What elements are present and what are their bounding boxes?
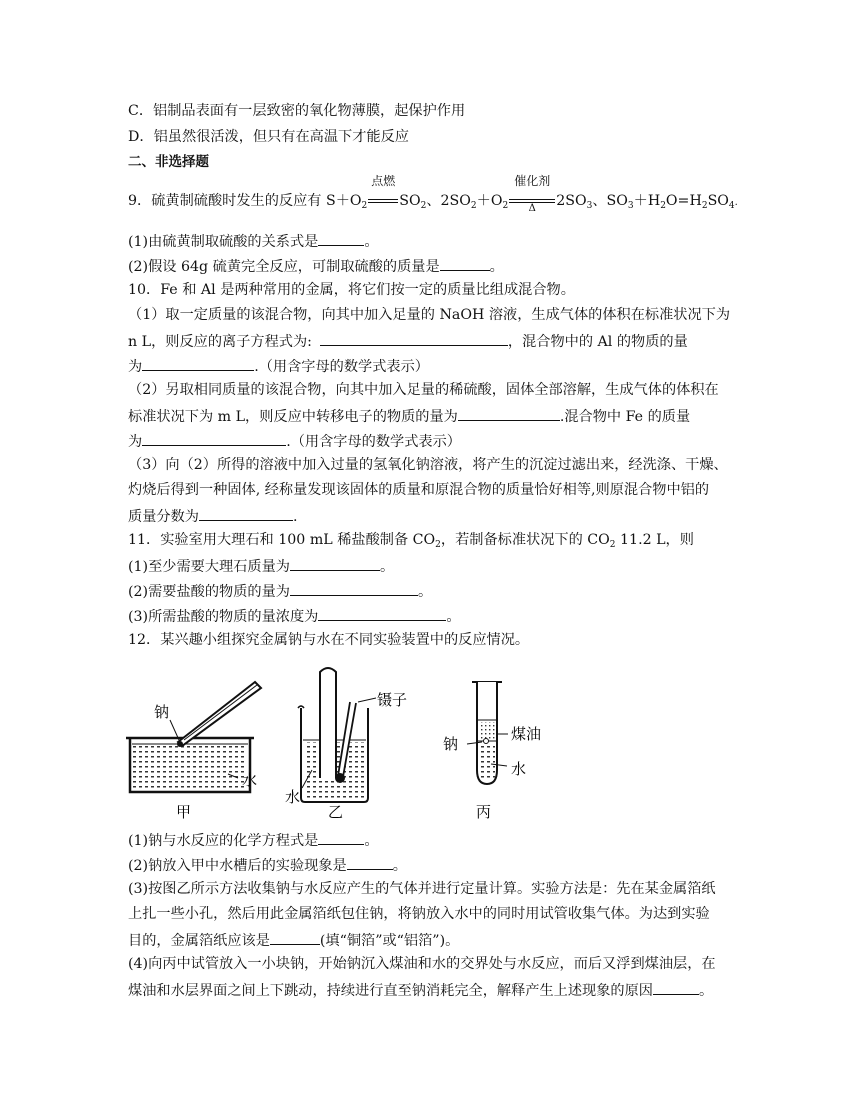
label-water: 水 [242,771,258,789]
answer-blank[interactable] [458,405,560,421]
q12-part4-line1: (4)向丙中试管放入一小块钠，开始钠沉入煤油和水的交界处与水反应，而后又浮到煤油层，在 [128,956,716,972]
label-sodium: 钠 [154,703,170,721]
q10-part2-line3: 为 .（用含字母的数学式表示） [128,430,738,452]
q10-part2-line2: 标准状况下为 m L，则反应中转移电子的物质的量为 .混合物中 Fe 的质量 [128,405,738,427]
label-kerosene: 煤油 [511,725,542,743]
caption-yi: 乙 [328,803,344,821]
q9-part2: (2)假设 64g 硫黄完全反应，可制取硫酸的质量是 。 [128,255,738,277]
option-d: D．铝虽然很活泼，但只有在高温下才能反应 [128,129,409,145]
answer-blank[interactable] [290,580,418,596]
label-water: 水 [285,788,301,806]
answer-blank[interactable] [653,979,699,995]
caption-jia: 甲 [176,803,192,821]
sodium-piece-icon [484,739,489,744]
answer-blank[interactable] [440,255,490,271]
answer-blank[interactable] [199,505,293,521]
q10-part3-line3: 质量分数为 . [128,505,738,527]
reaction-arrow-ignite: 点燃 [368,191,398,211]
q10-part3-line1: （3）向（2）所得的溶液中加入过量的氢氧化钠溶液，将产生的沉淀过滤出来，经洗涤、干燥、 [128,457,728,473]
experiment-figure [120,660,580,825]
apparatus-bing [443,682,541,821]
q10-part1-line3: 为 .（用含字母的数学式表示） [128,355,738,377]
sodium-piece-icon [177,741,183,747]
q12-part2: (2)钠放入甲中水槽后的实验现象是 。 [128,854,738,876]
q10-part2-line1: （2）另取相同质量的该混合物，向其中加入足量的稀硫酸，固体全部溶解，生成气体的体积在 [128,382,719,398]
answer-blank[interactable] [142,355,254,371]
answer-blank[interactable] [318,230,364,246]
apparatus-jia [126,682,261,821]
label-sodium: 钠 [443,735,459,753]
q12-part1: (1)钠与水反应的化学方程式是 。 [128,829,738,851]
answer-blank[interactable] [318,829,364,845]
q9-stem: 9．硫黄制硫酸时发生的反应有 $S+O_2$ 点燃 $SO_2$、$2SO_2+O_2$ 催化剂 Δ $2SO_3$、$SO_3+H_2O=H_2SO_4$. [128,174,738,214]
section-title: 二、非选择题 [128,154,209,170]
q12-part4-line2: 煤油和水层界面之间上下跳动，持续进行直至钠消耗完全，解释产生上述现象的原因 。 [128,979,738,1001]
q12-part3-line1: (3)按图乙所示方法收集钠与水反应产生的气体并进行定量计算。实验方法是：先在某金属箔纸 [128,881,716,897]
q12-part3-line3: 目的，金属箔纸应该是 (填“铜箔”或“铝箔”)。 [128,929,738,951]
q12-part3-line2: 上扎一些小孔，然后用此金属箔纸包住钠，将钠放入水中的同时用试管收集气体。为达到实验 [128,906,710,922]
q11-part3: (3)所需盐酸的物质的量浓度为 。 [128,605,738,627]
answer-blank[interactable] [318,605,446,621]
q11-part2: (2)需要盐酸的物质的量为 。 [128,580,738,602]
q10-part1-line1: （1）取一定质量的该混合物，向其中加入足量的 NaOH 溶液，生成气体的体积在标准状况下为 [128,307,731,323]
q9-part1: (1)由硫黄制取硫酸的关系式是 。 [128,230,738,252]
q10-part3-line2: 灼烧后得到一种固体, 经称量发现该固体的质量和原混合物的质量恰好相等,则原混合物中铝的 [128,482,710,498]
option-c: C．铝制品表面有一层致密的氧化物薄膜，起保护作用 [128,103,466,119]
label-tweezers: 镊子 [377,691,408,709]
q10-stem: 10．Fe 和 Al 是两种常用的金属，将它们按一定的质量比组成混合物。 [128,282,575,298]
apparatus-yi [285,668,407,821]
tweezers-icon [178,682,261,746]
q11-stem: 11．实验室用大理石和 100 mL 稀盐酸制备 $CO_2$，若制备标准状况下的 $CO_2$ 11.2 L，则 [128,532,694,550]
answer-blank[interactable] [347,854,393,870]
q11-part1: (1)至少需要大理石质量为 。 [128,555,738,577]
answer-blank[interactable] [270,929,320,945]
answer-blank[interactable] [320,330,508,346]
q10-part1-line2: n L，则反应的离子方程式为: ，混合物中的 Al 的物质的量 [128,330,738,352]
label-water: 水 [511,760,527,778]
q12-stem: 12．某兴趣小组探究金属钠与水在不同实验装置中的反应情况。 [128,632,530,648]
answer-blank[interactable] [142,430,286,446]
answer-blank[interactable] [290,555,380,571]
wrapped-sodium-icon [335,773,345,783]
reaction-arrow-catalyst: 催化剂 Δ [509,191,555,211]
caption-bing: 丙 [476,803,492,821]
